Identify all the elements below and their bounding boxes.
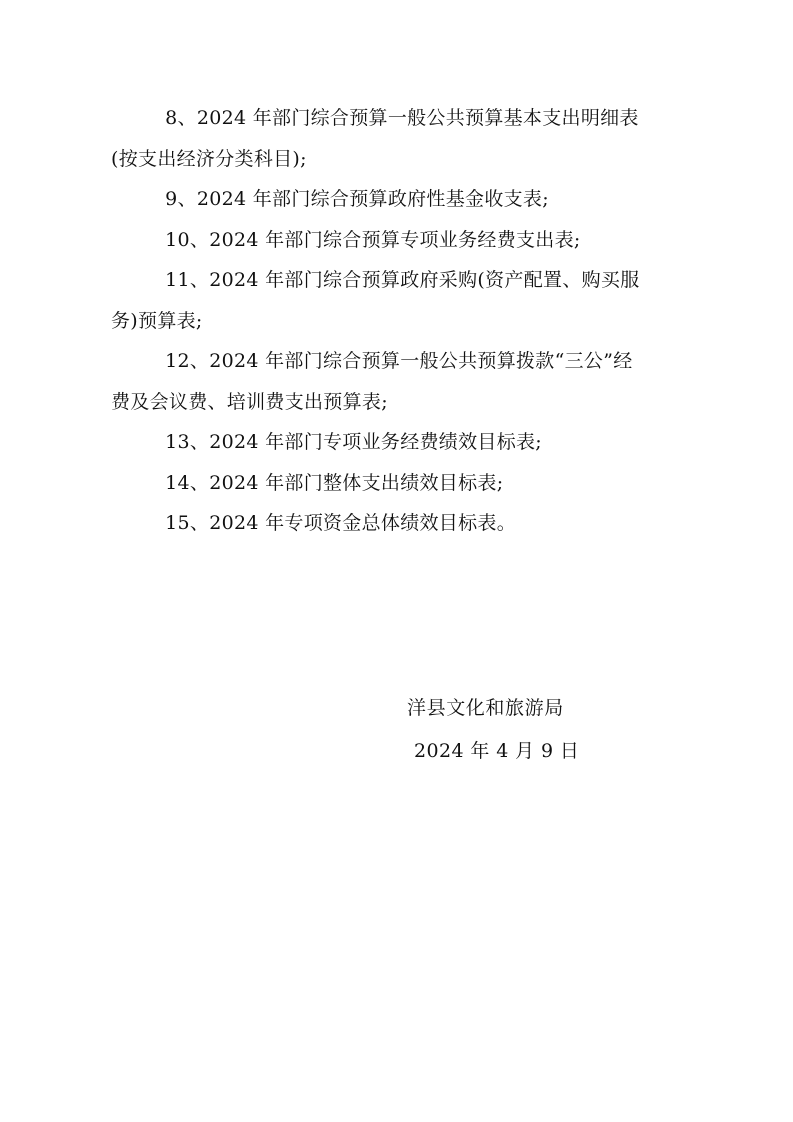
list-item-text: 15、2024 年专项资金总体绩效目标表。 [165,512,517,534]
list-item-text: 8、2024 年部门综合预算一般公共预算基本支出明细表 [165,107,639,129]
list-item-text: 11、2024 年部门综合预算政府采购(资产配置、购买服 [165,269,640,291]
signing-date: 2024 年 4 月 9 日 [414,740,580,762]
signing-organization: 洋县文化和旅游局 [407,697,564,719]
list-item-text-continued: 务)预算表; [111,309,203,332]
list-item [111,179,677,220]
list-item [111,98,677,179]
list-item-text-continued: (按支出经济分类科目); [111,147,307,170]
list-item [111,341,677,422]
list-item-text-continued: 费及会议费、培训费支出预算表; [111,390,388,413]
list-item-text: 13、2024 年部门专项业务经费绩效目标表; [165,431,543,453]
list-item [111,260,677,341]
list-item-text: 12、2024 年部门综合预算一般公共预算拨款“三公”经 [165,350,633,372]
list-item-text: 14、2024 年部门整体支出绩效目标表; [165,471,504,494]
attachment-list [111,98,677,544]
list-item [111,503,677,544]
list-item-text: 10、2024 年部门综合预算专项业务经费支出表; [165,228,581,251]
list-item-text: 9、2024 年部门综合预算政府性基金收支表; [165,188,549,210]
list-item [111,463,677,504]
list-item [111,422,677,463]
list-item [111,220,677,261]
